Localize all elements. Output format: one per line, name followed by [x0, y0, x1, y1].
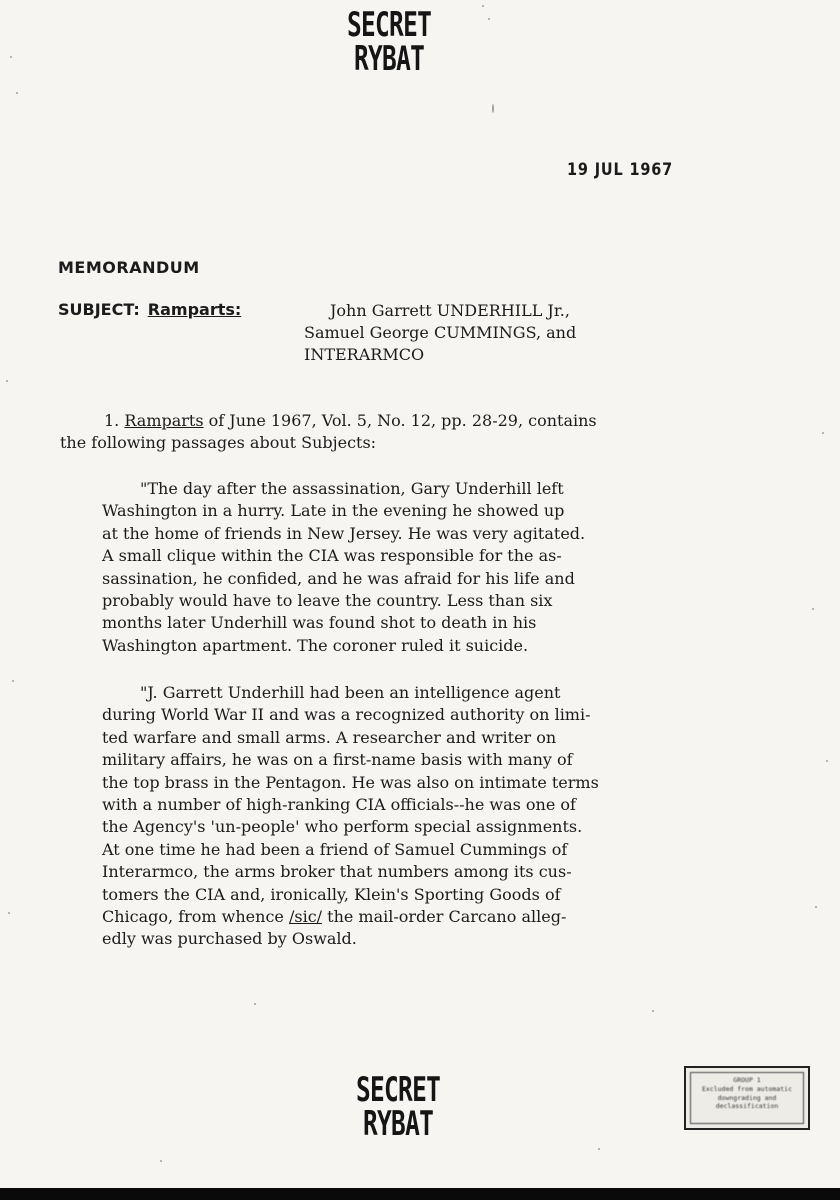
scan-speck: [598, 1148, 600, 1150]
quote-line: military affairs, he was on a first-name basis with many of: [102, 750, 573, 770]
group-box-line: declassification: [715, 1102, 779, 1111]
classification-stamp-bottom: [356, 1070, 441, 1144]
date-stamp: 19 JUL 1967: [567, 160, 674, 180]
scan-speck: [815, 906, 817, 908]
quote-line: edly was purchased by Oswald.: [102, 929, 357, 949]
paragraph-publication: Ramparts: [124, 411, 204, 430]
paragraph-1-row1-text: of June 1967, Vol. 5, No. 12, pp. 28-29, contains: [203, 411, 597, 430]
subject-line: John Garrett UNDERHILL Jr.,: [330, 301, 570, 320]
group-box-text: [690, 1072, 804, 1124]
subject-publication: Ramparts:: [147, 300, 242, 319]
quote-passage-1: [102, 478, 742, 657]
group-box-line: Excluded from automatic: [701, 1084, 792, 1093]
quote-line: ted warfare and small arms. A researcher and writer on: [102, 727, 557, 747]
quote-line: [102, 906, 742, 928]
subject-line: INTERARMCO: [304, 345, 425, 364]
quote-line-part: Chicago, from whence: [102, 907, 289, 927]
scan-speck: [652, 1010, 654, 1012]
classification-top-line2: RYBAT: [354, 39, 425, 79]
group-box-line: GROUP 1: [733, 1076, 761, 1084]
quote-passage-2: [102, 682, 742, 951]
memo-heading: MEMORANDUM: [58, 258, 200, 277]
paragraph-number: 1.: [104, 411, 120, 430]
classification-bottom-line1: SECRET: [356, 1070, 441, 1110]
quote-line: months later Underhill was found shot to death in his: [102, 613, 537, 633]
quote-line: Interarmco, the arms broker that numbers among its cus-: [102, 862, 572, 882]
paragraph-1-row: the following passages about Subjects:: [60, 433, 377, 452]
group-declassification-box: [684, 1066, 810, 1130]
quote-line: sassination, he confided, and he was afraid for his life and: [102, 568, 575, 588]
classification-top-line1: SECRET: [347, 5, 432, 45]
quote-line: A small clique within the CIA was responsible for the as-: [102, 546, 562, 566]
quote-line: at the home of friends in New Jersey. He was very agitated.: [102, 523, 586, 543]
subject-label-row: [58, 300, 241, 319]
scan-speck: [6, 380, 8, 382]
group-box-line: downgrading and: [717, 1093, 777, 1102]
scan-speck: [826, 760, 828, 762]
scan-speck: [10, 56, 12, 58]
scan-speck: [812, 608, 814, 610]
paragraph-1: [60, 410, 800, 454]
scan-speck: [822, 432, 824, 434]
quote-line-part: the mail-order Carcano alleg-: [322, 907, 567, 927]
scan-speck: [8, 912, 10, 914]
scan-speck: [254, 1003, 256, 1005]
scan-speck: [482, 5, 484, 7]
quote-line: tomers the CIA and, ironically, Klein's Sporting Goods of: [102, 884, 561, 904]
subject-label: SUBJECT:: [58, 300, 140, 319]
sic-annotation: /sic/: [288, 907, 323, 927]
scan-speck: [160, 1160, 162, 1162]
quote-line: with a number of high-ranking CIA officials--he was one of: [102, 795, 576, 815]
quote-line: Washington apartment. The coroner ruled it suicide.: [102, 635, 529, 655]
subject-line: Samuel George CUMMINGS, and: [304, 323, 577, 342]
scan-speck: [12, 680, 14, 682]
quote-line: the top brass in the Pentagon. He was also on intimate terms: [102, 772, 599, 792]
scan-speck: [16, 92, 18, 94]
quote-line: At one time he had been a friend of Samuel Cummings of: [102, 839, 568, 859]
scan-speck: [488, 18, 490, 20]
quote-line: "J. Garrett Underhill had been an intelligence agent: [140, 683, 561, 702]
classification-bottom-line2: RYBAT: [363, 1104, 434, 1144]
quote-line: probably would have to leave the country. Less than six: [102, 591, 553, 611]
quote-line: "The day after the assassination, Gary Underhill left: [140, 479, 564, 498]
scan-speck: [492, 104, 494, 113]
scan-border-bottom: [0, 1188, 840, 1200]
quote-line: during World War II and was a recognized authority on limi-: [102, 705, 591, 725]
paragraph-1-row: [104, 410, 800, 432]
subject-lines: [304, 300, 576, 366]
classification-stamp-top: [347, 5, 432, 79]
quote-line: Washington in a hurry. Late in the evening he showed up: [102, 501, 565, 521]
quote-line: the Agency's 'un-people' who perform special assignments.: [102, 817, 583, 837]
